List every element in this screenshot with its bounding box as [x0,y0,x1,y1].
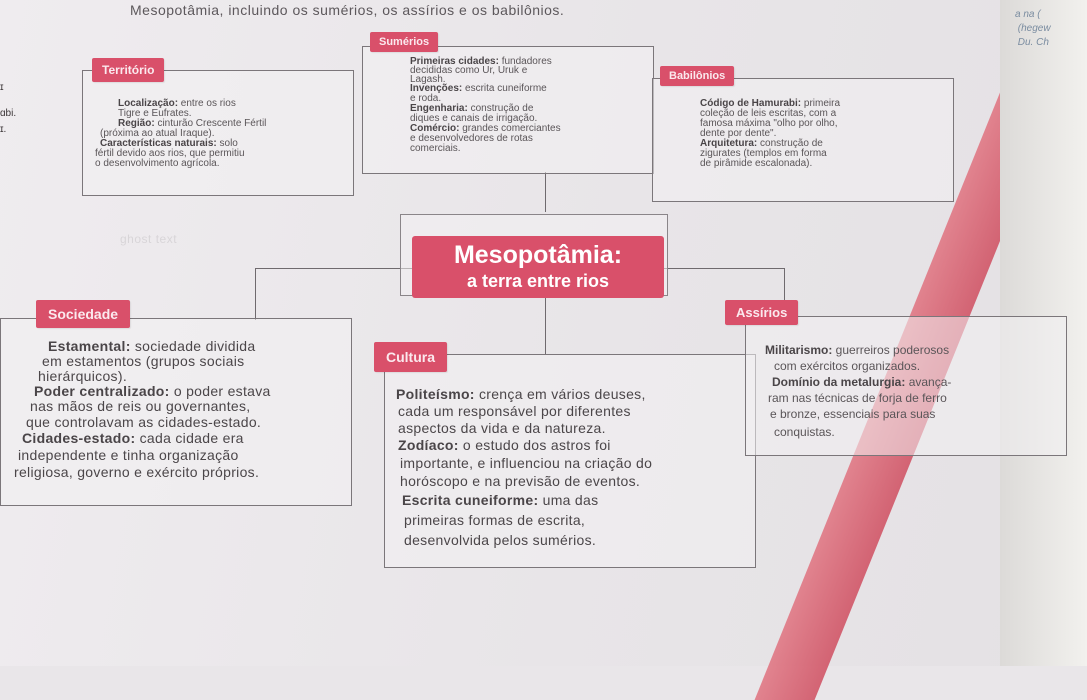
assirios-dominio: Domínio da metalurgia: avança- [772,375,952,389]
assirios-line: e bronze, essenciais para suas [770,407,936,421]
cultura-line: importante, e influenciou na criação do [400,455,653,471]
territorio-line: Tigre e Eufrates. [118,108,192,119]
assirios-line: conquistas. [774,425,835,439]
edge-fragment: ɪ [0,82,4,93]
sociedade-poder: Poder centralizado: o poder estava [34,383,271,399]
cultura-tab: Cultura [374,342,447,372]
connector-line [255,268,256,320]
cultura-zodiaco: Zodíaco: o estudo dos astros foi [398,437,611,453]
babilonios-arquitetura: Arquitetura: construção de [700,138,823,149]
edge-fragment: ɑbi. [0,108,17,119]
connector-line [664,268,784,269]
sociedade-estamental: Estamental: sociedade dividida [48,338,256,354]
cultura-line: horóscopo e na previsão de eventos. [400,473,641,489]
cultura-escrita: Escrita cuneiforme: uma das [402,492,599,508]
center-title: Mesopotâmia: [453,241,623,269]
sumerios-line: e roda. [410,93,442,104]
babilonios-line: dente por dente". [700,128,777,139]
sociedade-line: religiosa, governo e exército próprios. [14,464,260,480]
center-subtitle: a terra entre rios [466,271,610,291]
sociedade-line: hierárquicos). [38,368,128,384]
territorio-line: o desenvolvimento agrícola. [95,158,220,169]
babilonios-line: zigurates (templos em forma [700,148,827,159]
territorio-line: (próxima ao atual Iraque). [100,128,215,139]
sociedade-line: em estamentos (grupos sociais [42,353,245,369]
sociedade-line: nas mãos de reis ou governantes, [30,398,251,414]
connector-line [545,172,546,212]
page-title: Mesopotâmia, incluindo os sumérios, os assírios e os babilônios. [130,2,565,18]
cultura-line: primeiras formas de escrita, [404,512,586,528]
sumerios-line: decididas como Ur, Uruk e [410,65,528,76]
sumerios-comercio: Comércio: grandes comerciantes [410,123,561,134]
sumerios-tab: Sumérios [370,32,438,52]
babilonios-tab: Babilônios [660,66,734,86]
babilonios-codigo: Código de Hamurabi: primeira [700,98,841,109]
territorio-tab: Território [92,58,164,82]
cultura-line: desenvolvida pelos sumérios. [404,532,597,548]
edge-fragment: ɪ. [0,124,7,135]
sumerios-cidades: Primeiras cidades: fundadores [410,56,552,67]
babilonios-line: de pirâmide escalonada). [700,158,813,169]
territorio-line: fértil devido aos rios, que permitiu [95,148,245,159]
sumerios-line: comerciais. [410,143,461,154]
cultura-politeismo: Politeísmo: crença em vários deuses, [396,386,646,402]
center-title-card [412,236,664,298]
sumerios-line: e desenvolvedores de rotas [410,133,533,144]
background-ghost-text: ghost text [120,232,178,246]
cultura-line: aspectos da vida e da natureza. [398,420,606,436]
assirios-tab: Assírios [725,300,798,325]
assirios-militarismo: Militarismo: guerreiros poderosos [765,343,950,357]
sociedade-cidades: Cidades-estado: cada cidade era [22,430,244,446]
sociedade-tab: Sociedade [36,300,130,328]
sociedade-line: que controlavam as cidades-estado. [26,414,262,430]
connector-line [255,268,415,269]
territorio-caracteristicas: Características naturais: solo [100,138,238,149]
territorio-regiao: Região: cinturão Crescente Fértil [118,118,267,129]
territorio-localizacao: Localização: entre os rios [118,98,236,109]
babilonios-line: famosa máxima "olho por olho, [700,118,838,129]
connector-line [545,298,546,354]
sumerios-line: Lagash. [410,74,446,85]
handwritten-scribble: a na ( (hegew Du. Ch [1015,9,1051,48]
sumerios-engenharia: Engenharia: construção de [410,103,534,114]
assirios-line: ram nas técnicas de forja de ferro [768,391,947,405]
sociedade-line: independente e tinha organização [18,447,239,463]
assirios-line: com exércitos organizados. [774,359,921,373]
cultura-line: cada um responsável por diferentes [398,403,631,419]
babilonios-line: coleção de leis escritas, com a [700,108,837,119]
sumerios-invencoes: Invenções: escrita cuneiforme [410,83,547,94]
sumerios-line: diques e canais de irrigação. [410,113,538,124]
